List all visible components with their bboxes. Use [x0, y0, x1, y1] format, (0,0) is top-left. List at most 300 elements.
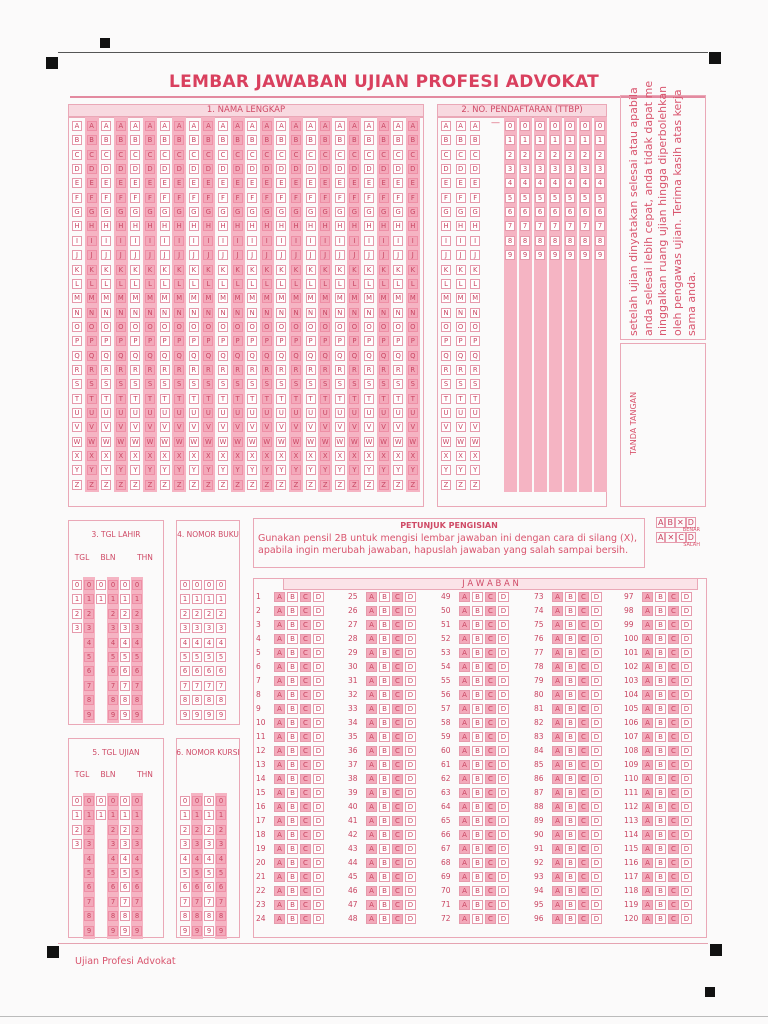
answer-bubble[interactable]: C	[578, 704, 589, 714]
date-digit-bubble[interactable]: 4	[120, 854, 130, 864]
answer-bubble[interactable]: B	[472, 606, 483, 616]
answer-bubble[interactable]: C	[485, 676, 496, 686]
nama-letter-bubble[interactable]: X	[349, 451, 359, 461]
answer-bubble[interactable]: A	[552, 816, 563, 826]
answer-bubble[interactable]: A	[274, 774, 285, 784]
answer-bubble[interactable]: D	[405, 872, 416, 882]
pendaftaran-digit-bubble[interactable]: 1	[535, 135, 545, 145]
date-digit-bubble[interactable]: 8	[132, 911, 142, 921]
date-digit-bubble[interactable]: 6	[132, 666, 142, 676]
nama-letter-bubble[interactable]: Y	[72, 465, 82, 475]
answer-bubble[interactable]: B	[379, 690, 390, 700]
nama-letter-bubble[interactable]: C	[408, 150, 418, 160]
pendaftaran-digit-bubble[interactable]: 1	[550, 135, 560, 145]
nama-letter-bubble[interactable]: S	[291, 379, 301, 389]
pendaftaran-letter-bubble[interactable]: G	[470, 207, 480, 217]
nama-letter-bubble[interactable]: N	[87, 308, 97, 318]
pendaftaran-letter-bubble[interactable]: P	[470, 336, 480, 346]
nama-letter-bubble[interactable]: S	[335, 379, 345, 389]
nama-letter-bubble[interactable]: R	[349, 365, 359, 375]
date-digit-bubble[interactable]: 5	[216, 652, 226, 662]
answer-bubble[interactable]: B	[472, 704, 483, 714]
answer-bubble[interactable]: A	[459, 886, 470, 896]
nama-letter-bubble[interactable]: T	[306, 394, 316, 404]
nama-letter-bubble[interactable]: F	[233, 193, 243, 203]
nama-letter-bubble[interactable]: P	[262, 336, 272, 346]
nama-letter-bubble[interactable]: Z	[218, 480, 228, 490]
nama-letter-bubble[interactable]: C	[262, 150, 272, 160]
nama-letter-bubble[interactable]: F	[306, 193, 316, 203]
answer-bubble[interactable]: C	[578, 844, 589, 854]
pendaftaran-letter-bubble[interactable]: R	[441, 365, 451, 375]
nama-letter-bubble[interactable]: F	[335, 193, 345, 203]
answer-bubble[interactable]: D	[591, 872, 602, 882]
nama-letter-bubble[interactable]: I	[116, 236, 126, 246]
answer-bubble[interactable]: D	[313, 676, 324, 686]
answer-bubble[interactable]: D	[591, 816, 602, 826]
date-digit-bubble[interactable]: 1	[192, 810, 202, 820]
answer-bubble[interactable]: B	[565, 760, 576, 770]
nama-letter-bubble[interactable]: Z	[189, 480, 199, 490]
pendaftaran-digit-bubble[interactable]: 4	[595, 178, 605, 188]
nama-letter-bubble[interactable]: R	[72, 365, 82, 375]
nama-letter-bubble[interactable]: A	[349, 121, 359, 131]
nama-letter-bubble[interactable]: B	[276, 135, 286, 145]
nama-letter-bubble[interactable]: T	[233, 394, 243, 404]
nama-letter-bubble[interactable]: H	[364, 221, 374, 231]
nama-letter-bubble[interactable]: T	[130, 394, 140, 404]
nama-letter-bubble[interactable]: V	[203, 422, 213, 432]
nama-letter-bubble[interactable]: I	[291, 236, 301, 246]
pendaftaran-letter-bubble[interactable]: O	[456, 322, 466, 332]
pendaftaran-letter-bubble[interactable]: B	[470, 135, 480, 145]
nama-letter-bubble[interactable]: X	[276, 451, 286, 461]
nama-letter-bubble[interactable]: L	[306, 279, 316, 289]
nama-letter-bubble[interactable]: I	[160, 236, 170, 246]
nama-letter-bubble[interactable]: D	[218, 164, 228, 174]
nama-letter-bubble[interactable]: I	[189, 236, 199, 246]
nama-letter-bubble[interactable]: T	[379, 394, 389, 404]
nama-letter-bubble[interactable]: D	[130, 164, 140, 174]
answer-bubble[interactable]: B	[379, 760, 390, 770]
nama-letter-bubble[interactable]: A	[262, 121, 272, 131]
nama-letter-bubble[interactable]: K	[189, 265, 199, 275]
nama-letter-bubble[interactable]: S	[349, 379, 359, 389]
answer-bubble[interactable]: C	[300, 844, 311, 854]
answer-bubble[interactable]: C	[578, 690, 589, 700]
date-digit-bubble[interactable]: 2	[216, 825, 226, 835]
date-digit-bubble[interactable]: 3	[180, 623, 190, 633]
answer-bubble[interactable]: D	[405, 914, 416, 924]
pendaftaran-letter-bubble[interactable]: M	[456, 293, 466, 303]
nama-letter-bubble[interactable]: X	[189, 451, 199, 461]
answer-bubble[interactable]: B	[379, 718, 390, 728]
nama-letter-bubble[interactable]: J	[364, 250, 374, 260]
pendaftaran-digit-bubble[interactable]: 8	[550, 236, 560, 246]
answer-bubble[interactable]: A	[459, 732, 470, 742]
answer-bubble[interactable]: A	[366, 830, 377, 840]
answer-bubble[interactable]: D	[405, 648, 416, 658]
nama-letter-bubble[interactable]: P	[276, 336, 286, 346]
answer-bubble[interactable]: D	[498, 914, 509, 924]
date-digit-bubble[interactable]: 9	[120, 710, 130, 720]
answer-bubble[interactable]: A	[459, 620, 470, 630]
answer-bubble[interactable]: B	[287, 690, 298, 700]
answer-bubble[interactable]: B	[655, 816, 666, 826]
nama-letter-bubble[interactable]: W	[292, 437, 300, 446]
answer-bubble[interactable]: C	[578, 900, 589, 910]
nama-letter-bubble[interactable]: H	[349, 221, 359, 231]
date-digit-bubble[interactable]: 9	[192, 710, 202, 720]
date-digit-bubble[interactable]: 0	[84, 796, 94, 806]
nama-letter-bubble[interactable]: E	[130, 178, 140, 188]
answer-bubble[interactable]: A	[274, 662, 285, 672]
pendaftaran-digit-bubble[interactable]: 3	[565, 164, 575, 174]
answer-bubble[interactable]: A	[459, 900, 470, 910]
nama-letter-bubble[interactable]: Q	[335, 351, 345, 361]
nama-letter-bubble[interactable]: Z	[349, 480, 359, 490]
nama-letter-bubble[interactable]: S	[87, 379, 97, 389]
nama-letter-bubble[interactable]: C	[349, 150, 359, 160]
nama-letter-bubble[interactable]: U	[233, 408, 243, 418]
nama-letter-bubble[interactable]: V	[116, 422, 126, 432]
date-digit-bubble[interactable]: 7	[204, 681, 214, 691]
nama-letter-bubble[interactable]: U	[306, 408, 316, 418]
answer-bubble[interactable]: B	[379, 830, 390, 840]
nama-letter-bubble[interactable]: N	[276, 308, 286, 318]
answer-bubble[interactable]: D	[498, 676, 509, 686]
date-digit-bubble[interactable]: 6	[120, 882, 130, 892]
nama-letter-bubble[interactable]: N	[189, 308, 199, 318]
pendaftaran-digit-bubble[interactable]: 3	[580, 164, 590, 174]
date-digit-bubble[interactable]: 2	[132, 825, 142, 835]
date-digit-bubble[interactable]: 0	[84, 580, 94, 590]
nama-letter-bubble[interactable]: I	[335, 236, 345, 246]
pendaftaran-digit-bubble[interactable]: 5	[565, 193, 575, 203]
answer-bubble[interactable]: D	[313, 802, 324, 812]
answer-bubble[interactable]: B	[472, 662, 483, 672]
nama-letter-bubble[interactable]: E	[349, 178, 359, 188]
nama-letter-bubble[interactable]: H	[218, 221, 228, 231]
answer-bubble[interactable]: D	[681, 844, 692, 854]
pendaftaran-letter-bubble[interactable]: K	[441, 265, 451, 275]
nama-letter-bubble[interactable]: L	[276, 279, 286, 289]
date-digit-bubble[interactable]: 7	[180, 681, 190, 691]
answer-bubble[interactable]: C	[392, 858, 403, 868]
pendaftaran-digit-bubble[interactable]: 4	[550, 178, 560, 188]
answer-bubble[interactable]: C	[668, 592, 679, 602]
nama-letter-bubble[interactable]: U	[291, 408, 301, 418]
answer-bubble[interactable]: C	[578, 746, 589, 756]
nama-letter-bubble[interactable]: Q	[306, 351, 316, 361]
answer-bubble[interactable]: C	[485, 732, 496, 742]
answer-bubble[interactable]: A	[459, 676, 470, 686]
nama-letter-bubble[interactable]: G	[364, 207, 374, 217]
nama-letter-bubble[interactable]: C	[87, 150, 97, 160]
nama-letter-bubble[interactable]: W	[102, 437, 110, 446]
date-digit-bubble[interactable]: 7	[216, 897, 226, 907]
nama-letter-bubble[interactable]: J	[393, 250, 403, 260]
date-digit-bubble[interactable]: 1	[204, 810, 214, 820]
pendaftaran-letter-bubble[interactable]: H	[470, 221, 480, 231]
answer-bubble[interactable]: A	[274, 620, 285, 630]
nama-letter-bubble[interactable]: A	[87, 121, 97, 131]
nama-letter-bubble[interactable]: E	[393, 178, 403, 188]
pendaftaran-digit-bubble[interactable]: 1	[505, 135, 515, 145]
answer-bubble[interactable]: D	[498, 816, 509, 826]
answer-bubble[interactable]: C	[392, 746, 403, 756]
answer-bubble[interactable]: A	[274, 592, 285, 602]
nama-letter-bubble[interactable]: R	[262, 365, 272, 375]
date-digit-bubble[interactable]: 5	[108, 868, 118, 878]
nama-letter-bubble[interactable]: X	[116, 451, 126, 461]
answer-bubble[interactable]: B	[472, 634, 483, 644]
date-digit-bubble[interactable]: 9	[180, 926, 190, 936]
answer-bubble[interactable]: C	[485, 634, 496, 644]
pendaftaran-digit-bubble[interactable]: 7	[505, 221, 515, 231]
nama-letter-bubble[interactable]: Y	[364, 465, 374, 475]
nama-letter-bubble[interactable]: V	[349, 422, 359, 432]
answer-bubble[interactable]: C	[578, 914, 589, 924]
nama-letter-bubble[interactable]: U	[72, 408, 82, 418]
answer-bubble[interactable]: C	[578, 676, 589, 686]
nama-letter-bubble[interactable]: P	[87, 336, 97, 346]
nama-letter-bubble[interactable]: X	[335, 451, 345, 461]
nama-letter-bubble[interactable]: J	[101, 250, 111, 260]
answer-bubble[interactable]: C	[485, 900, 496, 910]
nama-letter-bubble[interactable]: R	[87, 365, 97, 375]
nama-letter-bubble[interactable]: C	[189, 150, 199, 160]
nama-letter-bubble[interactable]: W	[336, 437, 344, 446]
answer-bubble[interactable]: A	[366, 662, 377, 672]
answer-bubble[interactable]: C	[392, 802, 403, 812]
nama-letter-bubble[interactable]: J	[276, 250, 286, 260]
answer-bubble[interactable]: D	[591, 676, 602, 686]
answer-bubble[interactable]: B	[565, 788, 576, 798]
answer-bubble[interactable]: B	[472, 914, 483, 924]
answer-bubble[interactable]: C	[485, 774, 496, 784]
date-digit-bubble[interactable]: 8	[180, 911, 190, 921]
pendaftaran-digit-bubble[interactable]: 9	[505, 250, 515, 260]
pendaftaran-digit-bubble[interactable]: 4	[565, 178, 575, 188]
date-digit-bubble[interactable]: 0	[72, 796, 82, 806]
nama-letter-bubble[interactable]: P	[349, 336, 359, 346]
pendaftaran-digit-bubble[interactable]: 8	[505, 236, 515, 246]
nama-letter-bubble[interactable]: Z	[393, 480, 403, 490]
answer-bubble[interactable]: D	[313, 760, 324, 770]
nama-letter-bubble[interactable]: E	[306, 178, 316, 188]
answer-bubble[interactable]: B	[655, 830, 666, 840]
answer-bubble[interactable]: B	[655, 634, 666, 644]
answer-bubble[interactable]: C	[392, 774, 403, 784]
nama-letter-bubble[interactable]: B	[145, 135, 155, 145]
answer-bubble[interactable]: C	[300, 718, 311, 728]
nama-letter-bubble[interactable]: Z	[101, 480, 111, 490]
nama-letter-bubble[interactable]: I	[145, 236, 155, 246]
nama-letter-bubble[interactable]: H	[276, 221, 286, 231]
nama-letter-bubble[interactable]: M	[189, 293, 199, 303]
pendaftaran-digit-bubble[interactable]: 6	[535, 207, 545, 217]
nama-letter-bubble[interactable]: B	[247, 135, 257, 145]
answer-bubble[interactable]: C	[485, 606, 496, 616]
date-digit-bubble[interactable]: 0	[216, 796, 226, 806]
nama-letter-bubble[interactable]: X	[203, 451, 213, 461]
answer-bubble[interactable]: D	[405, 886, 416, 896]
answer-bubble[interactable]: C	[300, 648, 311, 658]
pendaftaran-digit-bubble[interactable]: 9	[580, 250, 590, 260]
answer-bubble[interactable]: A	[459, 760, 470, 770]
nama-letter-bubble[interactable]: V	[233, 422, 243, 432]
answer-bubble[interactable]: A	[459, 844, 470, 854]
nama-letter-bubble[interactable]: W	[380, 437, 387, 446]
nama-letter-bubble[interactable]: Z	[87, 480, 97, 490]
nama-letter-bubble[interactable]: M	[306, 293, 316, 303]
answer-bubble[interactable]: D	[498, 830, 509, 840]
nama-letter-bubble[interactable]: G	[306, 207, 316, 217]
answer-bubble[interactable]: A	[274, 746, 285, 756]
nama-letter-bubble[interactable]: T	[189, 394, 199, 404]
date-digit-bubble[interactable]: 1	[120, 810, 130, 820]
nama-letter-bubble[interactable]: O	[408, 322, 418, 332]
answer-bubble[interactable]: C	[300, 606, 311, 616]
answer-bubble[interactable]: A	[459, 830, 470, 840]
answer-bubble[interactable]: B	[472, 732, 483, 742]
nama-letter-bubble[interactable]: S	[262, 379, 272, 389]
nama-letter-bubble[interactable]: F	[130, 193, 140, 203]
date-digit-bubble[interactable]: 3	[72, 839, 82, 849]
nama-letter-bubble[interactable]: J	[335, 250, 345, 260]
nama-letter-bubble[interactable]: O	[189, 322, 199, 332]
answer-bubble[interactable]: C	[300, 704, 311, 714]
nama-letter-bubble[interactable]: G	[218, 207, 228, 217]
nama-letter-bubble[interactable]: G	[262, 207, 272, 217]
date-digit-bubble[interactable]: 5	[192, 868, 202, 878]
answer-bubble[interactable]: D	[498, 802, 509, 812]
pendaftaran-letter-bubble[interactable]: C	[456, 150, 466, 160]
answer-bubble[interactable]: B	[287, 676, 298, 686]
nama-letter-bubble[interactable]: V	[101, 422, 111, 432]
nama-letter-bubble[interactable]: S	[320, 379, 330, 389]
nama-letter-bubble[interactable]: C	[291, 150, 301, 160]
nama-letter-bubble[interactable]: O	[306, 322, 316, 332]
answer-bubble[interactable]: B	[655, 872, 666, 882]
nama-letter-bubble[interactable]: S	[160, 379, 170, 389]
date-digit-bubble[interactable]: 6	[180, 882, 190, 892]
answer-bubble[interactable]: A	[552, 648, 563, 658]
pendaftaran-letter-bubble[interactable]: W	[471, 437, 479, 446]
pendaftaran-letter-bubble[interactable]: M	[470, 293, 480, 303]
answer-bubble[interactable]: C	[300, 690, 311, 700]
answer-bubble[interactable]: C	[485, 620, 496, 630]
nama-letter-bubble[interactable]: J	[87, 250, 97, 260]
nama-letter-bubble[interactable]: B	[72, 135, 82, 145]
nama-letter-bubble[interactable]: T	[218, 394, 228, 404]
answer-bubble[interactable]: A	[642, 788, 653, 798]
nama-letter-bubble[interactable]: T	[116, 394, 126, 404]
answer-bubble[interactable]: D	[591, 760, 602, 770]
answer-bubble[interactable]: B	[379, 886, 390, 896]
nama-letter-bubble[interactable]: V	[72, 422, 82, 432]
answer-bubble[interactable]: A	[366, 718, 377, 728]
answer-bubble[interactable]: C	[485, 690, 496, 700]
answer-bubble[interactable]: D	[591, 858, 602, 868]
answer-bubble[interactable]: A	[274, 858, 285, 868]
nama-letter-bubble[interactable]: Y	[349, 465, 359, 475]
pendaftaran-letter-bubble[interactable]: O	[470, 322, 480, 332]
nama-letter-bubble[interactable]: C	[379, 150, 389, 160]
pendaftaran-digit-bubble[interactable]: 3	[505, 164, 515, 174]
answer-bubble[interactable]: B	[287, 774, 298, 784]
answer-bubble[interactable]: A	[552, 690, 563, 700]
answer-bubble[interactable]: C	[668, 802, 679, 812]
answer-bubble[interactable]: C	[485, 872, 496, 882]
date-digit-bubble[interactable]: 0	[72, 580, 82, 590]
date-digit-bubble[interactable]: 2	[84, 825, 94, 835]
answer-bubble[interactable]: A	[552, 788, 563, 798]
nama-letter-bubble[interactable]: W	[234, 437, 241, 446]
date-digit-bubble[interactable]: 5	[180, 652, 190, 662]
nama-letter-bubble[interactable]: Q	[218, 351, 228, 361]
answer-bubble[interactable]: C	[300, 634, 311, 644]
answer-bubble[interactable]: C	[668, 760, 679, 770]
date-digit-bubble[interactable]: 8	[180, 695, 190, 705]
nama-letter-bubble[interactable]: U	[145, 408, 155, 418]
nama-letter-bubble[interactable]: G	[408, 207, 418, 217]
nama-letter-bubble[interactable]: A	[145, 121, 155, 131]
nama-letter-bubble[interactable]: S	[101, 379, 111, 389]
answer-bubble[interactable]: C	[578, 802, 589, 812]
answer-bubble[interactable]: A	[552, 676, 563, 686]
answer-bubble[interactable]: A	[274, 844, 285, 854]
nama-letter-bubble[interactable]: E	[335, 178, 345, 188]
nama-letter-bubble[interactable]: R	[320, 365, 330, 375]
answer-bubble[interactable]: B	[565, 914, 576, 924]
nama-letter-bubble[interactable]: J	[218, 250, 228, 260]
nama-letter-bubble[interactable]: U	[349, 408, 359, 418]
nama-letter-bubble[interactable]: A	[364, 121, 374, 131]
answer-bubble[interactable]: A	[274, 704, 285, 714]
nama-letter-bubble[interactable]: K	[335, 265, 345, 275]
answer-bubble[interactable]: C	[392, 844, 403, 854]
date-digit-bubble[interactable]: 3	[132, 623, 142, 633]
nama-letter-bubble[interactable]: Y	[291, 465, 301, 475]
nama-letter-bubble[interactable]: F	[247, 193, 257, 203]
answer-bubble[interactable]: D	[498, 844, 509, 854]
answer-bubble[interactable]: A	[366, 858, 377, 868]
date-digit-bubble[interactable]: 0	[180, 796, 190, 806]
nama-letter-bubble[interactable]: F	[101, 193, 111, 203]
answer-bubble[interactable]: B	[287, 788, 298, 798]
answer-bubble[interactable]: A	[274, 914, 285, 924]
nama-letter-bubble[interactable]: E	[218, 178, 228, 188]
answer-bubble[interactable]: A	[459, 746, 470, 756]
pendaftaran-letter-bubble[interactable]: S	[470, 379, 480, 389]
answer-bubble[interactable]: B	[655, 914, 666, 924]
pendaftaran-letter-bubble[interactable]: T	[441, 394, 451, 404]
nama-letter-bubble[interactable]: Z	[174, 480, 184, 490]
nama-letter-bubble[interactable]: Q	[233, 351, 243, 361]
nama-letter-bubble[interactable]: O	[379, 322, 389, 332]
nama-letter-bubble[interactable]: D	[364, 164, 374, 174]
nama-letter-bubble[interactable]: I	[247, 236, 257, 246]
nama-letter-bubble[interactable]: V	[130, 422, 140, 432]
answer-bubble[interactable]: A	[366, 914, 377, 924]
nama-letter-bubble[interactable]: D	[174, 164, 184, 174]
nama-letter-bubble[interactable]: X	[130, 451, 140, 461]
nama-letter-bubble[interactable]: Z	[306, 480, 316, 490]
answer-bubble[interactable]: B	[379, 788, 390, 798]
nama-letter-bubble[interactable]: L	[72, 279, 82, 289]
